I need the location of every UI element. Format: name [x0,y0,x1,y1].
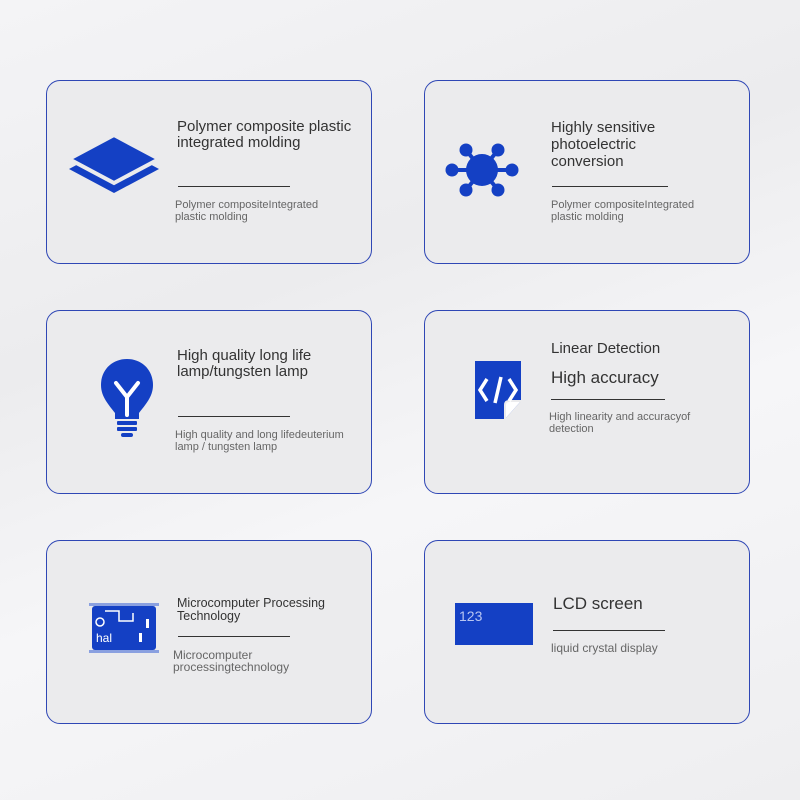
lcd-screen-icon [455,603,535,652]
card-description: High linearity and accuracyof detection [549,411,691,435]
feature-card-photoelectric [424,80,750,264]
divider [178,186,290,187]
divider [553,630,665,631]
layers-icon [67,133,161,204]
divider [178,416,290,417]
card-title: High accuracy [551,368,659,387]
card-description: Polymer compositeIntegrated plastic molding [551,199,695,223]
card-title: High quality long life lamp/tungsten lamp [177,347,312,380]
card-description: liquid crystal display [551,641,658,655]
card-description: Microcomputer processingtechnology [173,648,290,674]
feature-card-lcd [424,540,750,724]
card-title: LCD screen [553,594,643,613]
icon-label: hal [96,631,113,645]
code-document-icon [471,359,525,426]
card-overline: Linear Detection [551,340,661,357]
feature-card-molding [46,80,372,264]
light-bulb-icon [99,357,155,446]
divider [551,399,665,400]
feature-card-lamp [46,310,372,494]
divider [552,186,668,187]
divider [178,636,290,637]
circuit-board-icon [89,603,159,658]
card-description: Polymer compositeIntegrated plastic molding [175,199,319,223]
icon-label: 123 [459,608,483,624]
card-title: Polymer composite plastic integrated molding [177,118,352,151]
card-title: Microcomputer Processing Technology [177,596,325,623]
molecule-icon [445,139,519,206]
card-description: High quality and long lifedeuterium lamp / tungsten lamp [175,429,344,453]
feature-card-accuracy [424,310,750,494]
feature-card-microcomputer [46,540,372,724]
card-title: Highly sensitive photoelectric conversion [551,119,656,170]
